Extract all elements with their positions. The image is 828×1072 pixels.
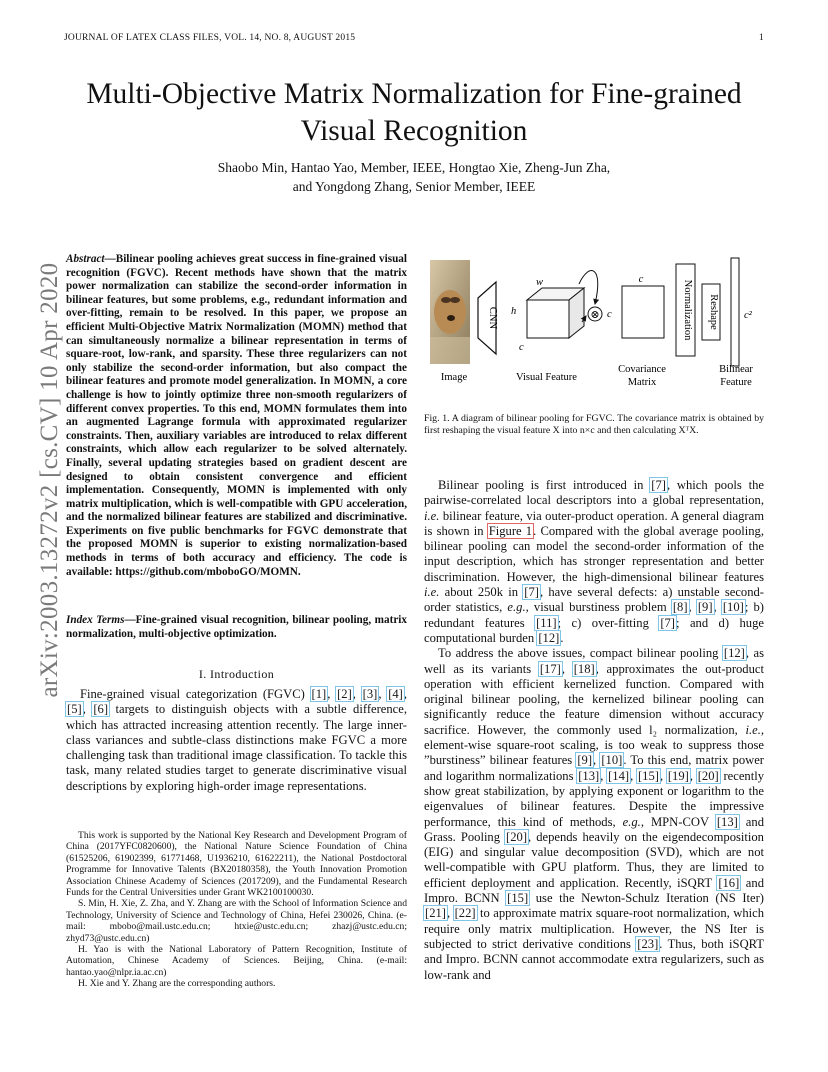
citation-link[interactable]: [11] bbox=[536, 615, 557, 630]
citation-link[interactable]: [17] bbox=[539, 661, 561, 676]
page-number: 1 bbox=[759, 33, 764, 43]
index-terms-lead: Index Terms bbox=[66, 614, 125, 626]
label-c-cov: c bbox=[638, 274, 644, 285]
citation-link[interactable]: [23] bbox=[637, 936, 659, 951]
abstract-text: —Bilinear pooling achieves great success in fine-grained visual recognition (FGVC). Recent methods have shown that the matrix power normalization can stabilize the second-order information in bilinear features, but some problems, e.g., redundant information and over-fitting, remain to be resolved. In this paper, we propose an efficient Multi-Objective Matrix Normalization (MOMN) method that can simultaneously normalize a bilinear representation in terms of square-root, low-rank, and sparsity. These three regularizers can not only stabilize the second-order information, but also compact the bilinear features and promote model generalization. In MOMN, a core challenge is how to jointly optimize three non-smooth regularizers of different convex properties. To this end, MOMN formulates them into an augmented Lagrange formula with approximated regularizer constraints. Then, auxiliary variables are introduced to relax different constraints, which allow each regularizer to be solved alternately. Finally, several updating strategies based on gradient descent are designed to obtain consistent convergence and efficient implementation. Consequently, MOMN is implemented with only matrix multiplication, which is well-compatible with GPU acceleration, and the normalized bilinear features are stabilized and discriminative. Experiments on five public benchmarks for FGVC demonstrate that the proposed MOMN is superior to existing normalization-based methods in terms of both accuracy and efficiency. The code is available: https://github.com/mboboGO/MOMN. bbox=[66, 253, 407, 578]
citation-link[interactable]: [13] bbox=[578, 768, 600, 783]
running-header bbox=[64, 33, 764, 43]
abstract bbox=[66, 253, 407, 579]
citation-link[interactable]: [1] bbox=[311, 687, 327, 701]
feature-cube bbox=[527, 288, 584, 338]
citation-link[interactable]: [15] bbox=[637, 768, 659, 783]
citation-link[interactable]: [3] bbox=[362, 687, 378, 701]
paragraph-bilinear-intro: Bilinear pooling is first introduced in [7], which pools the pairwise-correlated local descriptors into a global representation, i.e. bilinear feature, via outer-product operation. A general diagram is shown in Figure 1. Compared with the global average pooling, bilinear pooling can model the second-order information of the input description, which has stronger representation and better discrimination. However, the high-dimensional bilinear features i.e. about 250k in [7], have several defects: a) unstable second-order statistics, e.g., visual burstiness problem [8], [9], [10]; b) redundant features [11]; c) over-fitting [7]; and d) huge computational burden [12]. bbox=[424, 478, 765, 645]
label-c-mult: c bbox=[607, 309, 612, 320]
label-cnn: CNN bbox=[487, 306, 498, 330]
citation-link[interactable]: [18] bbox=[573, 661, 595, 676]
citation-link[interactable]: [12] bbox=[723, 646, 745, 661]
author-list bbox=[60, 158, 768, 196]
label-covariance-1: Covariance bbox=[618, 364, 666, 375]
label-c2: c² bbox=[744, 310, 752, 321]
cnn-block bbox=[478, 282, 498, 354]
figure-link[interactable]: Figure 1 bbox=[488, 523, 533, 538]
citation-link[interactable]: [15] bbox=[507, 891, 529, 906]
paper-title: Multi-Objective Matrix Normalization for Fine-grained Visual Recognition bbox=[86, 78, 742, 147]
citation-link[interactable]: [10] bbox=[601, 753, 623, 768]
abstract-lead: Abstract bbox=[66, 253, 105, 265]
label-c-cube: c bbox=[519, 342, 524, 353]
citation-link[interactable]: [7] bbox=[651, 478, 666, 492]
intro-text: Fine-grained visual categorization (FGVC) bbox=[80, 687, 311, 701]
citation-link[interactable]: [9] bbox=[577, 753, 593, 768]
citation-link[interactable]: [7] bbox=[524, 585, 539, 600]
index-terms bbox=[66, 614, 407, 641]
dog-photo bbox=[430, 260, 470, 364]
citation-link[interactable]: [5] bbox=[67, 702, 82, 717]
label-bilinear-2: Feature bbox=[720, 377, 752, 388]
citation-link[interactable]: [9] bbox=[697, 600, 713, 615]
citation-link[interactable]: [7] bbox=[660, 615, 675, 630]
covariance-matrix-box bbox=[622, 286, 664, 338]
paragraph-compact-bilinear: To address the above issues, compact bilinear pooling [12], as well as its variants [17], [18], approximates the out-product operation with efficient kernelized function. Compared with original bilinear pooling, the kernelized bilinear pooling can significantly reduce the feature dimension without accuracy sacrifice. However, the commonly used l₂ normalization, i.e., element-wise square-root scaling, is too weak to suppress those ”burstiness” bilinear features [9], [10]. To this end, matrix power and logarithm normalizations [13], [14], [15], [19], [20] recently show great stabilization, by applying exponent or logarithm to the eigenvalues of bilinear features. Despite the impressive performance, this kind of methods, e.g., MPN-COV [13] and Grass. Pooling [20], depends heavily on the eigendecomposition (EIG) and singular value decomposition (SVD), which are not well-compatible with GPU platform. Thus, they are limited to efficient deployment and application. Recently, iSQRT [16] and Impro. BCNN [15] use the Newton-Schulz Iteration (NS Iter) [21], [22] to approximate matrix square-root normalization, which require only matrix multiplication. However, the NS Iter is subjected to strict derivative conditions [23]. Thus, both iSQRT and Impro. BCNN cannot accommodate extra regularizers, such as low-rank and bbox=[424, 646, 765, 982]
label-visual-feature: Visual Feature bbox=[516, 372, 577, 383]
citation-link[interactable]: [8] bbox=[672, 600, 688, 615]
intro-paragraph: Fine-grained visual categorization (FGVC) [1], [2], [3], [4], [5], [6] targets to distinguish objects with a subtle difference, which has attracted increasing attention recently. The large inner-class variances and subtle-class distinctions make FGVC a more challenging task than traditional image classification. To tackle this task, many related studies target to generate discriminative visual descriptions by exploring high-order image representations. bbox=[66, 687, 408, 793]
bilinear-feature-bar bbox=[731, 258, 739, 366]
citation-link[interactable]: [10] bbox=[722, 600, 744, 615]
footnotes bbox=[66, 830, 407, 990]
citation-link[interactable]: [19] bbox=[667, 768, 689, 783]
authors-line-2: and Yongdong Zhang, Senior Member, IEEE bbox=[292, 179, 536, 194]
citation-link[interactable]: [16] bbox=[718, 875, 740, 890]
citation-link[interactable]: [6] bbox=[93, 702, 109, 717]
footnote-affiliation-2: H. Yao is with the National Laboratory of Pattern Recognition, Institute of Automation, Chinese Academy of Sciences. Beijing, China. (e-mail: hantao.yao@nlpr.ia.ac.cn) bbox=[66, 944, 407, 978]
right-column-body bbox=[424, 478, 764, 983]
label-covariance-2: Matrix bbox=[627, 377, 657, 388]
citation-link[interactable]: [14] bbox=[608, 768, 630, 783]
arxiv-identifier: arXiv:2003.13272v2 [cs.CV] 10 Apr 2020 bbox=[36, 262, 63, 698]
citation-link[interactable]: [20] bbox=[697, 768, 719, 783]
citation-link[interactable]: [13] bbox=[716, 814, 738, 829]
figure-diagram bbox=[424, 252, 768, 392]
authors-line-1: Shaobo Min, Hantao Yao, Member, IEEE, Hongtao Xie, Zheng-Jun Zha, bbox=[217, 160, 611, 175]
journal-header: JOURNAL OF LATEX CLASS FILES, VOL. 14, NO. 8, AUGUST 2015 bbox=[64, 33, 356, 43]
figure-bilinear-pooling bbox=[424, 252, 768, 392]
otimes-symbol: ⊗ bbox=[590, 309, 600, 321]
index-terms-text: —Fine-grained visual recognition, bilinear pooling, matrix normalization, multi-objective optimization. bbox=[66, 614, 407, 640]
label-w: w bbox=[536, 277, 544, 288]
footnote-funding: This work is supported by the National Key Research and Development Program of China (2017YFC0820600), the National Nature Science Foundation of China (61525206, 61902399, 61771468, U1936210, 61622211), the National Postdoctoral Programme for Innovative Talents (BX20180358), the Youth Innovation Promotion Association Chinese Academy of Sciences (2017209), and the Fundamental Research Funds for the Central Universities under Grant WK2100100030. bbox=[66, 830, 407, 899]
footnote-corresponding: H. Xie and Y. Zhang are the corresponding authors. bbox=[78, 978, 276, 990]
citation-link[interactable]: [21] bbox=[425, 906, 446, 921]
footnote-affiliation-1: S. Min, H. Xie, Z. Zha, and Y. Zhang are with the School of Information Science and Technology, University of Science and Technology of China, Hefei 230026, China. (e-mail: mbobo@mail.ustc.edu.cn; htxie@ustc.edu.cn; zhazj@ustc.edu.cn; zhyd73@ustc.edu.cn) bbox=[66, 898, 407, 944]
label-h: h bbox=[511, 306, 517, 317]
label-reshape: Reshape bbox=[708, 294, 719, 330]
citation-link[interactable]: [20] bbox=[506, 829, 528, 844]
citation-link[interactable]: [12] bbox=[538, 630, 560, 645]
label-bilinear-1: Bilinear bbox=[719, 364, 753, 375]
citation-link[interactable]: [2] bbox=[337, 687, 352, 701]
label-image: Image bbox=[440, 372, 468, 383]
citation-link[interactable]: [22] bbox=[454, 906, 476, 921]
figure-caption: Fig. 1. A diagram of bilinear pooling for FGVC. The covariance matrix is obtained by first reshaping the visual feature X into n×c and then calculating XᵀX. bbox=[424, 413, 764, 436]
intro-text: targets to distinguish objects with a subtle difference, which has attracted increasing attention recently. The large inner-class variances and subtle-class distinctions make FGVC a more challenging task than traditional image classification. To tackle this task, many related studies target to generate discriminative visual descriptions by exploring high-order image representations. bbox=[66, 702, 408, 793]
label-normalization: Normalization bbox=[682, 279, 693, 341]
section-heading: I. Introduction bbox=[198, 667, 275, 681]
citation-link[interactable]: [4] bbox=[388, 687, 403, 701]
